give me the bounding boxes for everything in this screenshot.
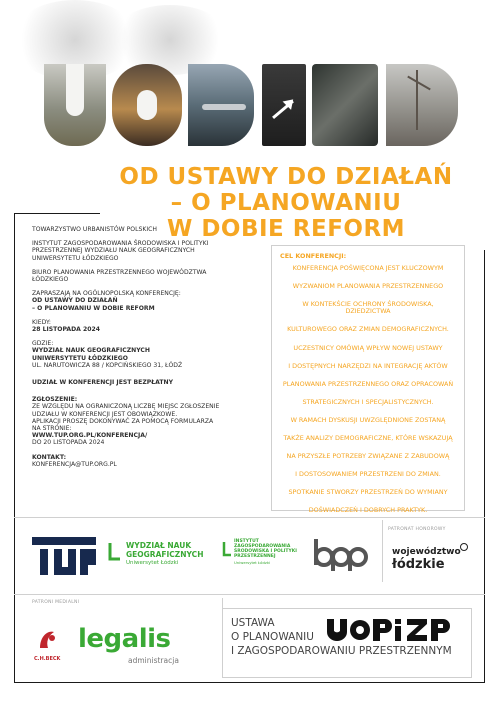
goal-line: W RAMACH DYSKUSJI UWZGLĘDNIONE ZOSTANĄ — [290, 415, 446, 424]
letter-z-photo — [312, 64, 378, 146]
wng-name-1: WYDZIAŁ NAUK — [126, 541, 192, 550]
info-column — [32, 226, 222, 475]
where-address: UL. NARUTOWICZA 88 / KOPCIŃSKIEGO 31, ŁÓDŹ — [32, 361, 183, 369]
ustawa-logo-box — [222, 608, 472, 678]
wng-name-2: GEOGRAFICZNYCH — [126, 550, 204, 559]
beck-text: C.H.BECK — [34, 656, 61, 662]
conference-title-line3: W DOBIE REFORM — [166, 216, 406, 242]
frame-right-line — [484, 250, 485, 682]
header-banner — [0, 0, 500, 160]
when-label: KIEDY: — [32, 318, 51, 326]
goal-line: PLANOWANIA PRZESTRZENNEGO ORAZ OPRACOWAŃ — [282, 379, 454, 388]
conference-title-line1: OD USTAWY DO DZIAŁAŃ — [119, 164, 453, 190]
letter-i-photo — [262, 64, 306, 146]
organizer-tup: TOWARZYSTWO URBANISTÓW POLSKICH — [32, 226, 157, 233]
registration-text-2: APLIKACJI PROSZĘ DOKONYWAĆ ZA POMOCĄ FORMULARZA NA STRONIE: — [32, 417, 214, 433]
institute-name-2: ZAGOSPODAROWANIA — [234, 544, 291, 549]
frame-top-line — [14, 213, 100, 214]
region-icon — [460, 543, 468, 551]
where-place-1: WYDZIAŁ NAUK GEOGRAFICZNYCH — [32, 347, 150, 355]
free-participation: UDZIAŁ W KONFERENCJI JEST BEZPŁATNY — [32, 379, 174, 387]
beck-logo — [36, 626, 60, 654]
institute-name-5: Uniwersytet Łódzki — [234, 560, 271, 565]
registration-label: ZGŁOSZENIE: — [32, 396, 78, 404]
frame-left-line — [14, 213, 15, 683]
ustawa-line3: I ZAGOSPODAROWANIU PRZESTRZENNYM — [231, 645, 452, 657]
goal-line: NA PRZYSZŁE POTRZEBY ZWIĄZANE Z ZABUDOWĄ — [286, 452, 450, 461]
goal-line: STRATEGICZNYCH I SPECJALISTYCZNYCH. — [302, 397, 434, 406]
conf-name-2: – O PLANOWANIU W DOBIE REFORM — [32, 304, 155, 312]
letter-p2-photo — [386, 64, 458, 146]
goal-label: CEL KONFERENCJI: — [280, 252, 347, 260]
when-value: 28 LISTOPADA 2024 — [32, 326, 100, 334]
goal-line: DOŚWIADCZEŃ I DOBRYCH PRAKTYK. — [308, 506, 428, 515]
institute-logo-mark — [222, 541, 232, 557]
organizer-logos — [32, 525, 382, 585]
letter-u-photo — [44, 64, 106, 146]
honorary-patron — [382, 525, 472, 585]
goal-line: WYZWANIOM PLANOWANIA PRZESTRZENNEGO — [292, 281, 444, 290]
tup-logo — [32, 537, 96, 575]
goal-line: SPOTKANIE STWORZY PRZESTRZEŃ DO WYMIANY — [288, 488, 448, 497]
goal-line: I DOSTOSOWANIEM PRZESTRZENI DO ZMIAN. — [295, 470, 441, 479]
letter-p-photo — [188, 64, 254, 146]
institute-name-1: INSTYTUT — [234, 539, 259, 544]
goal-line: KULTUROWEGO ORAZ ZMIAN DEMOGRAFICZNYCH. — [287, 325, 449, 334]
bpp-logo — [314, 537, 368, 571]
registration-deadline: DO 20 LISTOPADA 2024 — [32, 439, 105, 447]
organizer-institute: INSTYTUT ZAGOSPODAROWANIA ŚRODOWISKA I POLITYKI PRZESTRZENNEJ WYDZIAŁU NAUK GEOGRAFICZNYCH UNIWERSYTETU ŁÓDZKIEGO — [32, 240, 209, 262]
wng-logo-mark — [108, 541, 122, 561]
contact-label: KONTAKT: — [32, 453, 67, 461]
organizer-biuro: BIURO PLANOWANIA PRZESTRZENNEGO WOJEWÓDZTWA ŁÓDZKIEGO — [32, 268, 207, 284]
goal-line: I DOSTĘPNYCH NARZĘDZI NA INTEGRACJĘ AKTÓW — [288, 361, 448, 370]
where-label: GDZIE: — [32, 340, 54, 348]
registration-text-1: ZE WZGLĘDU NA OGRANICZONĄ LICZBĘ MIEJSC ZGŁOSZENIE UDZIAŁU W KONFERENCJI JEST OBOWIĄZKOWE. — [32, 403, 220, 418]
honor-label: PATRONAT HONOROWY — [388, 527, 446, 532]
institute-name-3: ŚRODOWISKA I POLITYKI — [234, 549, 297, 554]
lodzkie-text: łódzkie — [392, 557, 445, 572]
goal-line: UCZESTNICY OMÓWIĄ WPŁYW NOWEJ USTAWY — [293, 343, 443, 352]
invite-text: ZAPRASZAJĄ NA OGÓLNOPOLSKĄ KONFERENCJĘ: — [32, 290, 181, 298]
registration-url[interactable]: WWW.TUP.ORG.PL/KONFERENCJA/ — [32, 432, 148, 440]
conf-name-1: OD USTAWY DO DZIAŁAŃ — [32, 297, 118, 305]
goal-line: KONFERENCJA POŚWIĘCONA JEST KLUCZOWYM — [292, 263, 444, 272]
goal-line: TAKŻE ANALIZY DEMOGRAFICZNE, KTÓRE WSKAZUJĄ — [283, 434, 453, 443]
institute-name-4: PRZESTRZENNEJ — [234, 554, 276, 559]
letter-o-photo — [112, 64, 182, 146]
conference-goal-box — [271, 245, 465, 515]
ustawa-line1: USTAWA — [231, 617, 275, 629]
conference-title-line2: – O PLANOWANIU — [170, 190, 402, 216]
media-divider — [14, 594, 485, 595]
legalis-sub: administracja — [128, 656, 179, 665]
logos-top-divider — [14, 517, 485, 518]
contact-email[interactable]: KONFERENCJA@TUP.ORG.PL — [32, 460, 117, 468]
wojewodztwo-text: województwo — [392, 547, 461, 557]
media-label: PATRONI MEDIALNI — [32, 600, 80, 605]
where-place-2: UNIWERSYTETU ŁÓDZKIEGO — [32, 354, 128, 362]
wng-name-3: Uniwersytet Łódzki — [126, 560, 179, 566]
ustawa-line2: O PLANOWANIU — [231, 631, 314, 643]
goal-line: W KONTEKŚCIE OCHRONY ŚRODOWISKA, DZIEDZICTWA — [302, 299, 434, 316]
frame-bottom-line — [14, 682, 485, 683]
media-patrons — [32, 598, 222, 678]
legalis-text: legalis — [78, 624, 171, 654]
uopizp-wordmark — [327, 619, 455, 641]
